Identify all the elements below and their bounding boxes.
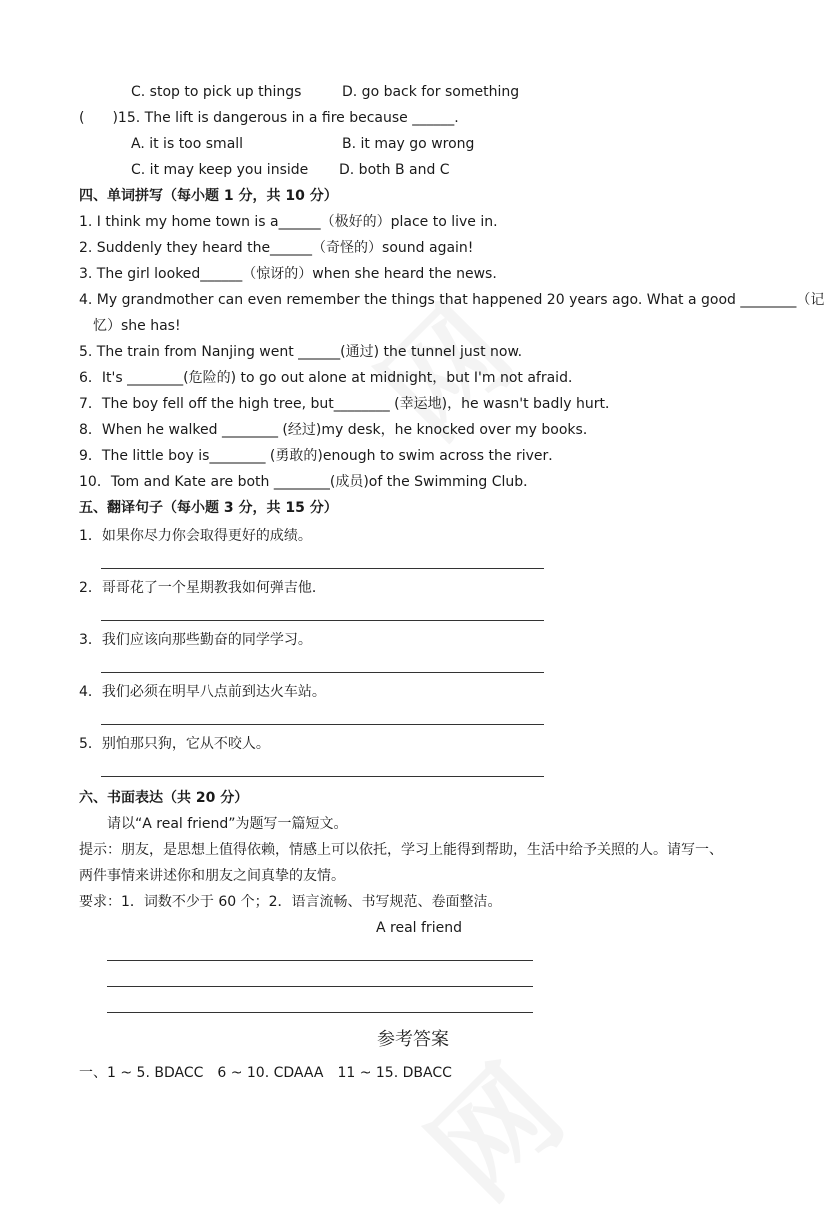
translation-item: 5．别怕那只狗，它从不咬人。 [79,736,270,752]
q15-option-d: D. both B and C [339,162,450,178]
spelling-item: 6．It's ________(危险的) to go out alone at midnight，but I'm not afraid． [79,370,582,386]
essay-title: A real friend [376,920,462,936]
answer-line [101,568,544,569]
q15-stem: ( )15. The lift is dangerous in a fire because ______. [79,110,459,126]
spelling-item: 2. Suddenly they heard the______（奇怪的）sound again! [79,240,474,256]
answer-line [101,776,544,777]
translation-item: 4．我们必须在明早八点前到达火车站。 [79,684,326,700]
essay-line [107,1012,533,1013]
section6-heading: 六、书面表达（共 20 分） [79,790,249,806]
essay-line [107,986,533,987]
q14-option-d: D. go back for something [342,84,520,100]
spelling-item: 10．Tom and Kate are both ________(成员)of the Swimming Club． [79,474,538,490]
writing-hint: 提示：朋友，是思想上值得依赖，情感上可以依托，学习上能得到帮助，生活中给予关照的人。请写一、 [79,842,723,858]
section5-heading: 五、翻译句子（每小题 3 分，共 15 分） [79,500,338,516]
answers-title: 参考答案 [377,1029,449,1050]
answer-line [101,672,544,673]
translation-item: 3．我们应该向那些勤奋的同学学习。 [79,632,312,648]
spelling-item-continuation: 忆）she has! [93,318,181,334]
spelling-item: 1. I think my home town is a______（极好的）place to live in. [79,214,498,230]
watermark [387,1023,593,1229]
writing-requirements: 要求：1．词数不少于 60 个；2．语言流畅、书写规范、卷面整洁。 [79,894,502,910]
section4-heading: 四、单词拼写（每小题 1 分，共 10 分） [79,188,338,204]
answer-line [101,724,544,725]
writing-hint-continuation: 两件事情来讲述你和朋友之间真挚的友情。 [79,868,345,884]
answers-line: 一、1 ~ 5. BDACC 6 ~ 10. CDAAA 11 ~ 15. DBACC [79,1065,452,1081]
spelling-item: 8．When he walked ________ (经过)my desk，he knocked over my books． [79,422,597,438]
answer-line [101,620,544,621]
writing-prompt: 请以“A real friend”为题写一篇短文。 [107,816,348,832]
spelling-item: 7．The boy fell off the high tree, but________ (幸运地)，he wasn't badly hurt． [79,396,619,412]
spelling-item: 9．The little boy is________ (勇敢的)enough to swim across the river． [79,448,563,464]
spelling-item: 5. The train from Nanjing went ______(通过) the tunnel just now. [79,344,523,360]
q15-option-b: B. it may go wrong [342,136,475,152]
spelling-item: 3. The girl looked______（惊讶的）when she heard the news. [79,266,497,282]
q15-option-c: C. it may keep you inside [131,162,309,178]
q14-option-c: C. stop to pick up things [131,84,302,100]
essay-line [107,960,533,961]
translation-item: 1．如果你尽力你会取得更好的成绩。 [79,528,312,544]
spelling-item: 4. My grandmother can even remember the things that happened 20 years ago. What a good ________（记 [79,292,825,308]
translation-item: 2．哥哥花了一个星期教我如何弹吉他． [79,580,326,596]
q15-option-a: A. it is too small [131,136,244,152]
